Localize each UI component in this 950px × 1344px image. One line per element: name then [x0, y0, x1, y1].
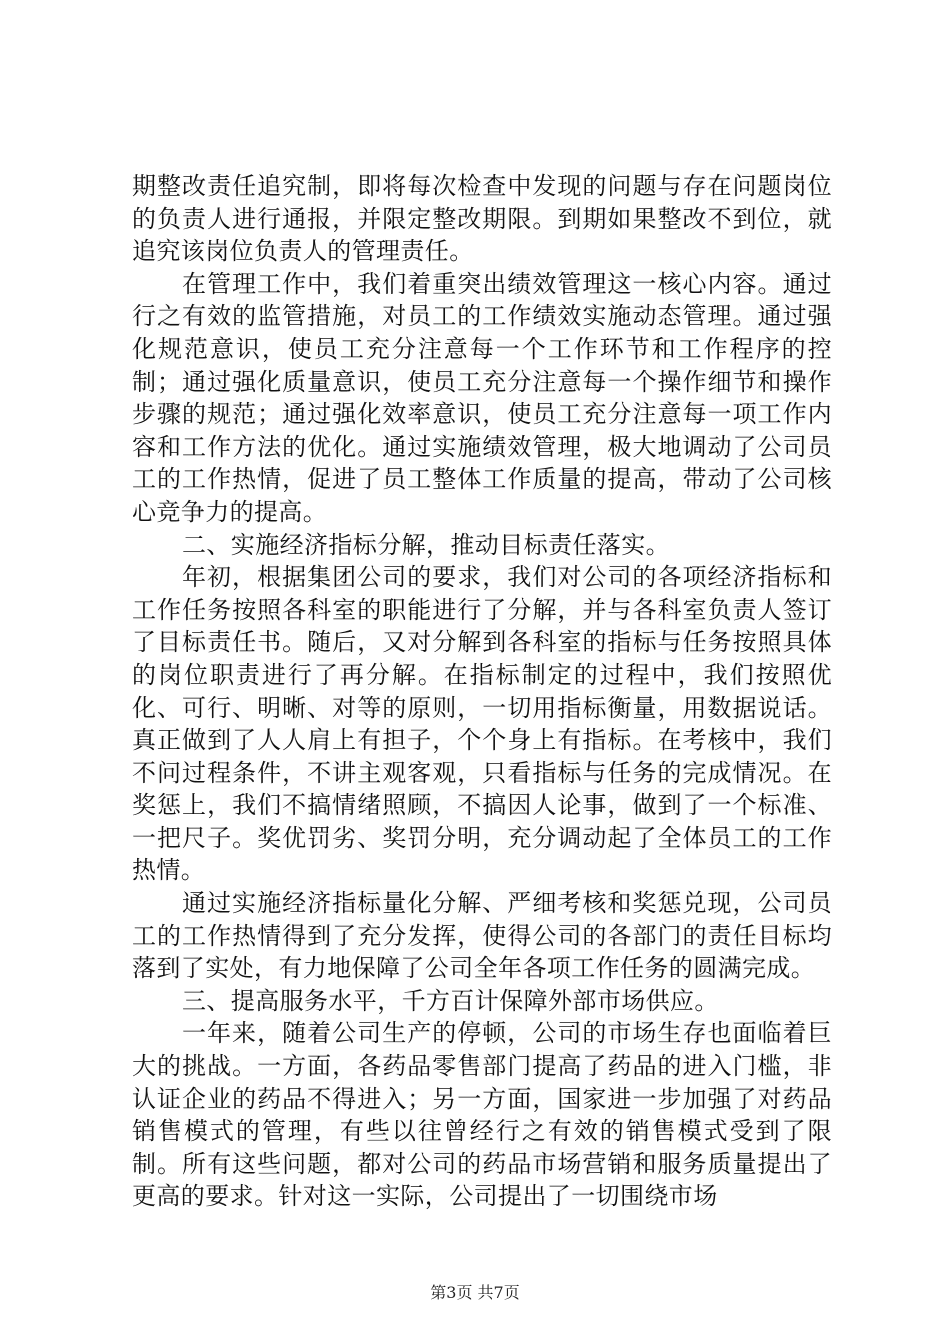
section-heading-2: 二、实施经济指标分解，推动目标责任落实。 [182, 530, 670, 559]
page-number-footer: 第3页 共7页 [430, 1283, 520, 1302]
paragraph-indicator-decomposition: 年初，根据集团公司的要求，我们对公司的各项经济指标和工作任务按照各科室的职能进行了分解，并与各科室负责人签订了目标责任书。随后，又对分解到各科室的指标与任务按照具体的岗位职责进行了再分解。在指标制定的过程中，我们按照优化、可行、明晰、对等的原则，一切用指标衡量，用数据说话。真正做到了人人肩上有担子，个个身上有指标。在考核中，我们不问过程条件，不讲主观客观，只看指标与任务的完成情况。在奖惩上，我们不搞情绪照顾，不搞因人论事，做到了一个标准、一把尺子。奖优罚劣、奖罚分明，充分调动起了全体员工的工作热情。 [132, 563, 832, 885]
paragraph-assessment-results: 通过实施经济指标量化分解、严细考核和奖惩兑现，公司员工的工作热情得到了充分发挥，使得公司的各部门的责任目标均落到了实处，有力地保障了公司全年各项工作任务的圆满完成。 [132, 889, 832, 983]
paragraph-market-challenge: 一年来，随着公司生产的停顿，公司的市场生存也面临着巨大的挑战。一方面，各药品零售部门提高了药品的进入门槛，非认证企业的药品不得进入；另一方面，国家进一步加强了对药品销售模式的管理，有些以往曾经行之有效的销售模式受到了限制。所有这些问题，都对公司的药品市场营销和服务质量提出了更高的要求。针对这一实际，公司提出了一切围绕市场 [132, 1019, 832, 1211]
paragraph-continuation: 期整改责任追究制，即将每次检查中发现的问题与存在问题岗位的负责人进行通报，并限定整改期限。到期如果整改不到位，就追究该岗位负责人的管理责任。 [132, 172, 832, 266]
paragraph-performance-management: 在管理工作中，我们着重突出绩效管理这一核心内容。通过行之有效的监管措施，对员工的工作绩效实施动态管理。通过强化规范意识，使员工充分注意每一个工作环节和工作程序的控制；通过强化质量意识，使员工充分注意每一个操作细节和操作步骤的规范；通过强化效率意识，使员工充分注意每一项工作内容和工作方法的优化。通过实施绩效管理，极大地调动了公司员工的工作热情，促进了员工整体工作质量的提高，带动了公司核心竞争力的提高。 [132, 269, 832, 526]
section-heading-3: 三、提高服务水平，千方百计保障外部市场供应。 [182, 986, 719, 1015]
document-body [132, 170, 832, 1213]
